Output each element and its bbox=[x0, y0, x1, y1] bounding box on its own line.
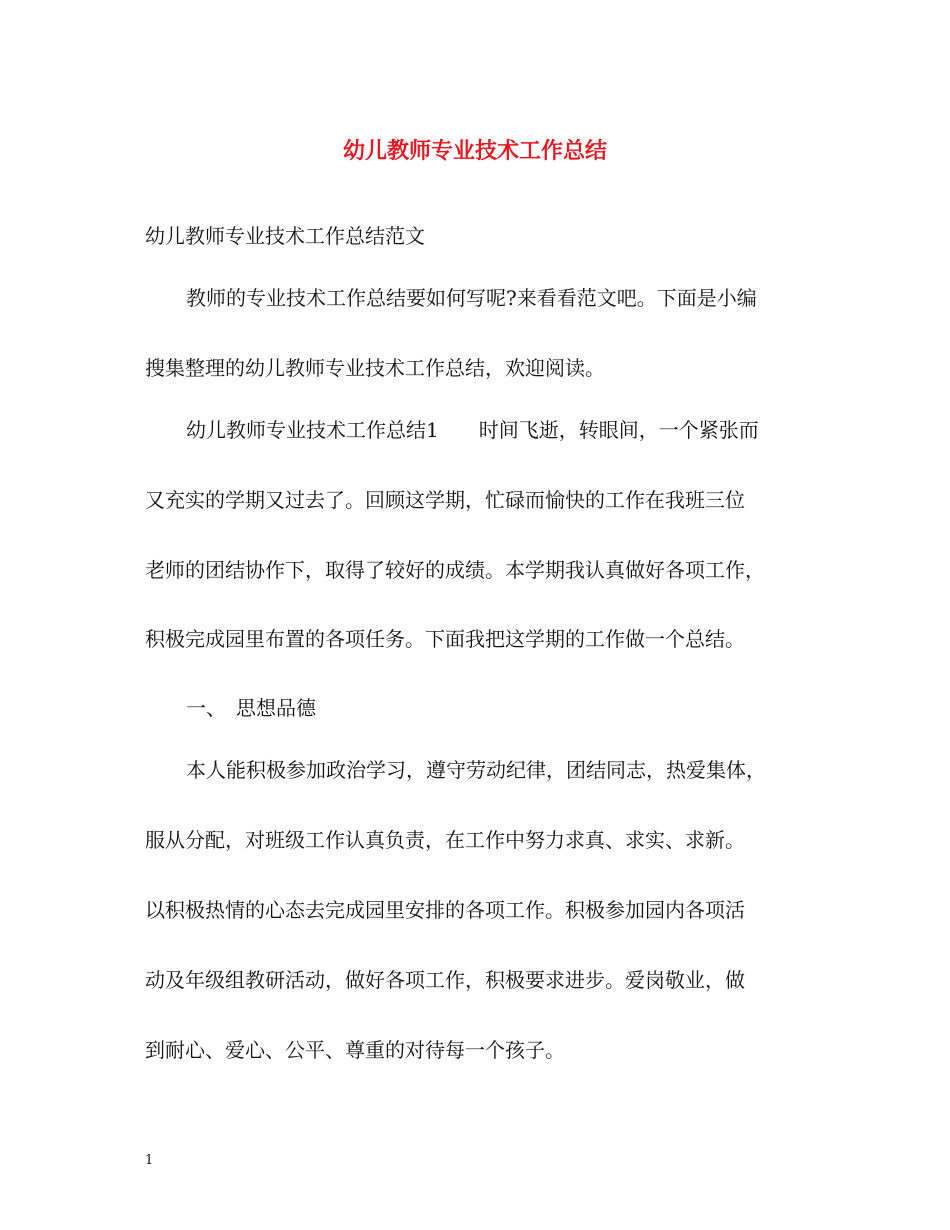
paragraph-line: 老师的团结协作下，取得了较好的成绩。本学期我认真做好各项工作， bbox=[145, 558, 765, 582]
section-heading: 一、 思想品德 bbox=[186, 696, 316, 720]
paragraph-line: 积极完成园里布置的各项任务。下面我把这学期的工作做一个总结。 bbox=[145, 627, 745, 651]
paragraph-line: 服从分配，对班级工作认真负责，在工作中努力求真、求实、求新。 bbox=[145, 828, 745, 852]
subtitle-line: 幼儿教师专业技术工作总结范文 bbox=[145, 224, 425, 248]
paragraph-line: 本人能积极参加政治学习，遵守劳动纪律，团结同志，热爱集体， bbox=[186, 758, 766, 782]
paragraph-line: 教师的专业技术工作总结要如何写呢?来看看范文吧。下面是小编 bbox=[186, 286, 757, 310]
page-number: 1 bbox=[145, 1153, 154, 1168]
paragraph-line: 动及年级组教研活动，做好各项工作，积极要求进步。爱岗敬业，做 bbox=[145, 968, 745, 992]
document-title: 幼儿教师专业技术工作总结 bbox=[342, 138, 607, 164]
paragraph-line: 以积极热情的心态去完成园里安排的各项工作。积极参加园内各项活 bbox=[145, 898, 745, 922]
paragraph-line: 幼儿教师专业技术工作总结1 时间飞逝，转眼间，一个紧张而 bbox=[186, 418, 759, 442]
paragraph-line: 搜集整理的幼儿教师专业技术工作总结，欢迎阅读。 bbox=[145, 356, 605, 380]
paragraph-line: 到耐心、爱心、公平、尊重的对待每一个孩子。 bbox=[145, 1038, 565, 1062]
paragraph-line: 又充实的学期又过去了。回顾这学期，忙碌而愉快的工作在我班三位 bbox=[145, 488, 745, 512]
